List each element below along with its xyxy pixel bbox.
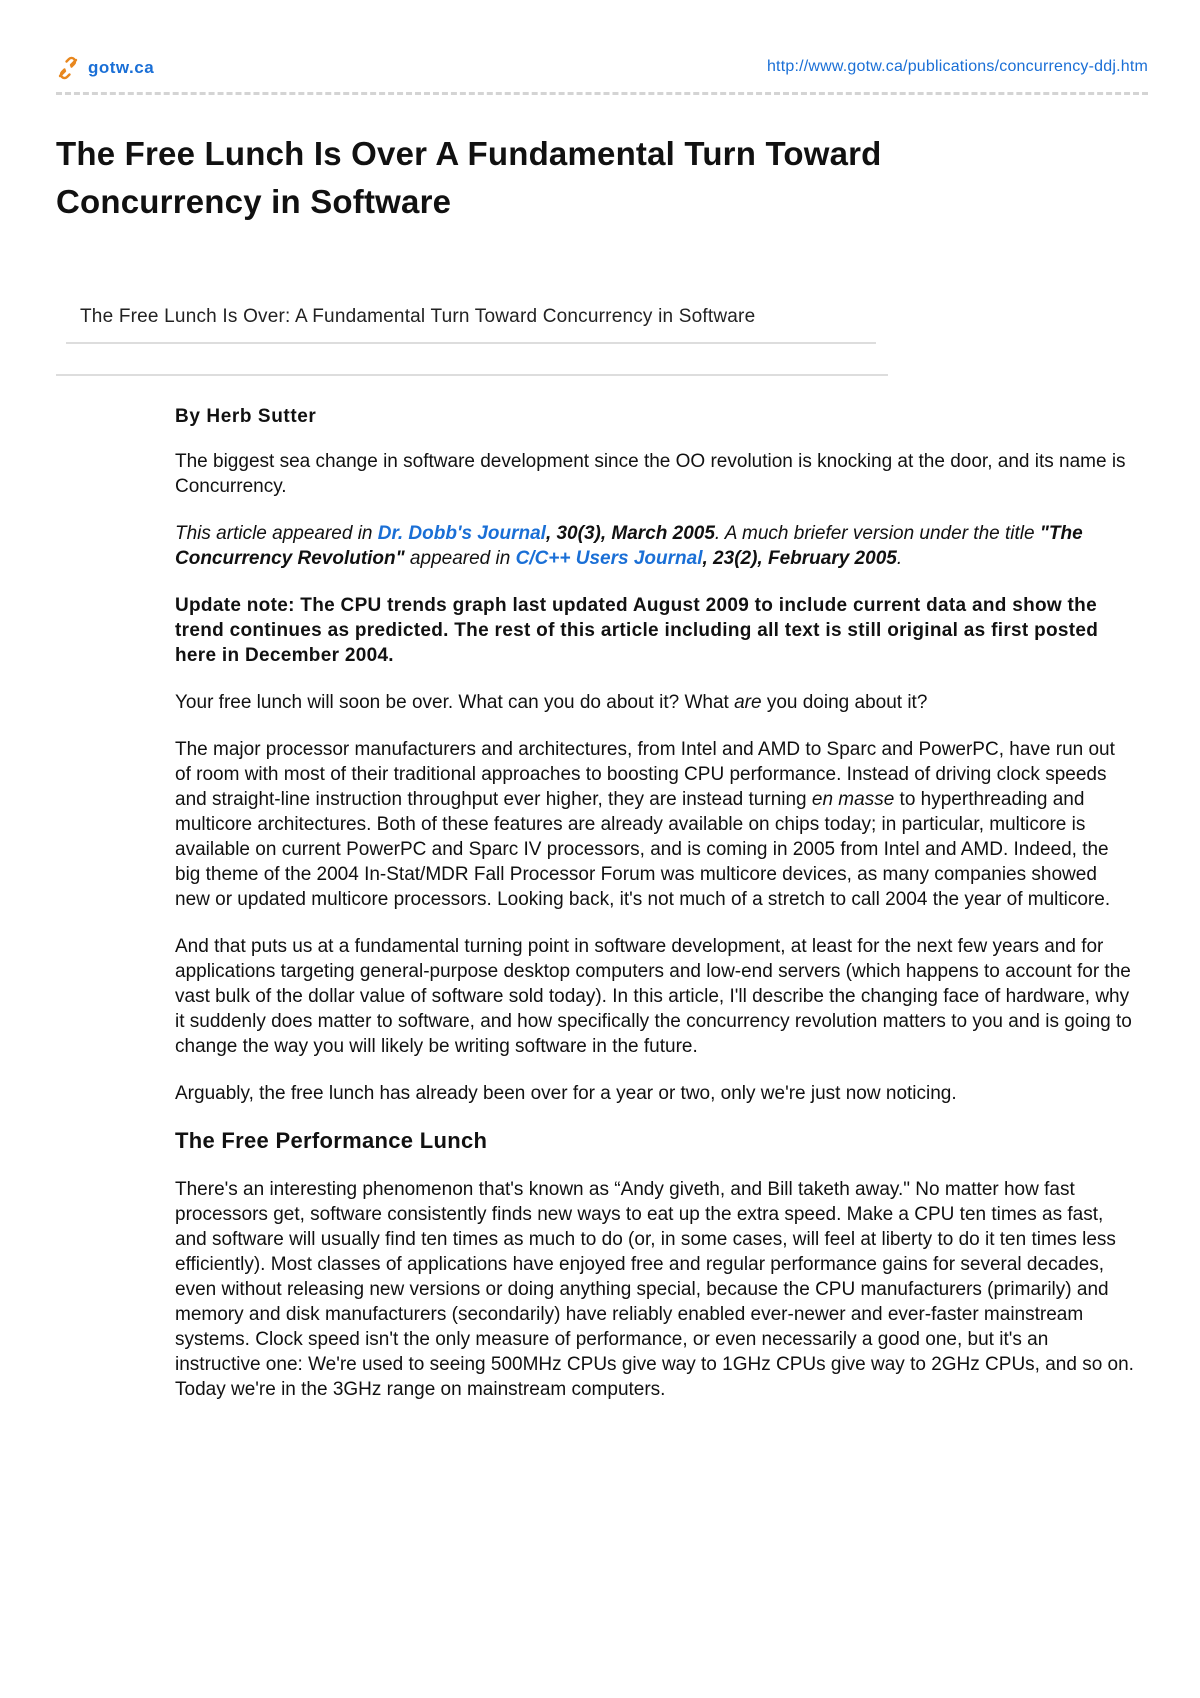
turning-point-paragraph: And that puts us at a fundamental turning point in software development, at least for the next few years and for applications targeting general-purpose desktop computers and low-end servers (which happens to account for the vast bulk of the dollar value of software sold today). In this article, I'll describe the changing face of hardware, why it suddenly does matter to software, and how specifically the concurrency revolution matters to you and is going to change the way you will likely be writing software in the future. xyxy=(175,936,1132,1057)
article-body xyxy=(175,404,1135,1424)
source-url-link[interactable]: http://www.gotw.ca/publications/concurrency-ddj.htm xyxy=(766,58,1148,75)
subtitle-divider xyxy=(66,342,876,344)
publication-note-text: . A much briefer version under the title xyxy=(714,523,1040,544)
byline: By Herb Sutter xyxy=(175,406,317,427)
free-lunch-paragraph xyxy=(175,690,1135,715)
paragraph-text: you doing about it? xyxy=(761,692,928,713)
publication-note xyxy=(175,521,1135,571)
update-note: Update note: The CPU trends graph last updated August 2009 to include current data and show the trend continues as predicted. The rest of this article including all text is still original as first posted here in December 2004. xyxy=(175,595,1099,666)
broken-link-icon xyxy=(56,56,80,80)
processor-paragraph xyxy=(175,737,1135,912)
ddj-issue: , 30(3), March 2005 xyxy=(545,523,715,544)
andy-bill-paragraph: There's an interesting phenomenon that's known as “Andy giveth, and Bill taketh away." No matter how fast processors get, software consistently finds new ways to eat up the extra speed. Make a CPU ten times as fast, and software will usually find ten times as much to do (or, in some cases, will feel at liberty to do it ten times less efficiently). Most classes of applications have enjoyed free and regular performance gains for several decades, even without releasing new versions or doing anything special, because the CPU manufacturers (primarily) and memory and disk manufacturers (secondarily) have reliably enabled ever-newer and ever-faster mainstream systems. Clock speed isn't the only measure of performance, or even necessarily a good one, but it's an instructive one: We're used to seeing 500MHz CPUs give way to 1GHz CPUs give way to 2GHz CPUs, and so on. Today we're in the 3GHz range on mainstream computers. xyxy=(175,1179,1134,1400)
site-name-link[interactable]: gotw.ca xyxy=(88,58,155,77)
paragraph-text: to hyperthreading and multicore architectures. Both of these features are already available on chips today; in particular, multicore is available on current PowerPC and Sparc IV processors, and is coming in 2005 from Intel and AMD. Indeed, the big theme of the 2004 In-Stat/MDR Fall Processor Forum was multicore devices, as many companies showed new or updated multicore processors. Looking back, it's not much of a stretch to call 2004 the year of multicore. xyxy=(175,789,1111,910)
arguably-paragraph: Arguably, the free lunch has already been over for a year or two, only we're just now noticing. xyxy=(175,1083,957,1104)
site-brand[interactable] xyxy=(56,56,154,80)
intro-paragraph: The biggest sea change in software development since the OO revolution is knocking at the door, and its name is Concurrency. xyxy=(175,451,1126,497)
publication-note-text: . xyxy=(896,548,903,569)
publication-note-text: appeared in xyxy=(404,548,516,569)
header-divider xyxy=(56,92,1148,95)
paragraph-text: The major processor manufacturers and architectures, from Intel and AMD to Sparc and PowerPC, have run out of room with most of their traditional approaches to boosting CPU performance. Instead of driving clock speeds and straight-line instruction throughput ever higher, they are instead turning xyxy=(175,739,1115,810)
site-header xyxy=(56,56,1148,86)
section-divider xyxy=(56,374,888,376)
paragraph-text: Your free lunch will soon be over. What can you do about it? What xyxy=(175,692,735,713)
publication-note-text: This article appeared in xyxy=(175,523,378,544)
cuj-link[interactable]: C/C++ Users Journal xyxy=(515,548,703,569)
section-heading: The Free Performance Lunch xyxy=(175,1128,488,1153)
article-subtitle: The Free Lunch Is Over: A Fundamental Turn Toward Concurrency in Software xyxy=(80,306,756,327)
emphasis: are xyxy=(734,692,762,713)
emphasis: en masse xyxy=(811,789,895,810)
ddj-link[interactable]: Dr. Dobb's Journal xyxy=(377,523,546,544)
cuj-article-title: "The Concurrency Revolution" xyxy=(175,523,1083,569)
cuj-issue: , 23(2), February 2005 xyxy=(702,548,897,569)
page-title: The Free Lunch Is Over A Fundamental Turn Toward Concurrency in Software xyxy=(56,135,882,220)
